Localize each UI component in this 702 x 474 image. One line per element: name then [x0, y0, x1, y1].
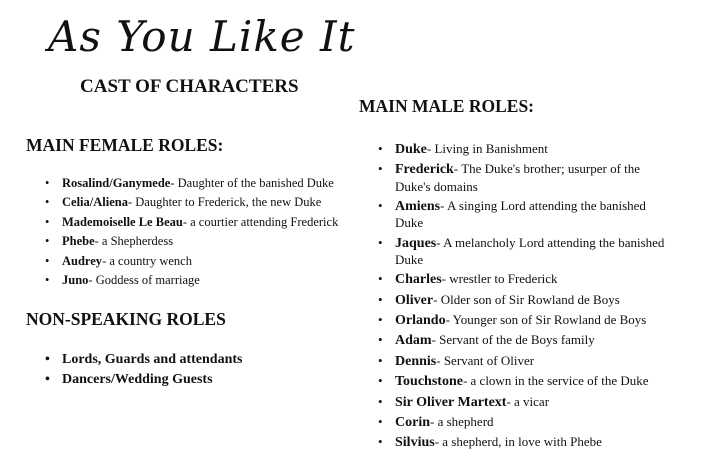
role-name: Amiens — [395, 198, 441, 214]
page-subtitle: CAST OF CHARACTERS — [80, 76, 299, 97]
list-item — [375, 373, 664, 390]
role-description-continued: Duke — [395, 215, 424, 231]
list-item — [375, 141, 664, 158]
role-name: Silvius — [395, 435, 435, 451]
role-description: - Daughter of the banished Duke — [170, 176, 334, 190]
role-description-continued: Duke — [395, 251, 424, 267]
role-description: - Goddess of marriage — [88, 273, 200, 288]
list-item — [375, 394, 664, 411]
role-name: Touchstone — [395, 374, 463, 390]
role-name: Phebe — [62, 234, 95, 249]
nonspeaking-roles-heading: NON-SPEAKING ROLES — [26, 309, 226, 329]
role-description: - The Duke's brother; usurper of the — [453, 161, 641, 177]
role-description: - Older son of Sir Rowland de Boys — [433, 291, 620, 307]
role-name: Frederick — [395, 162, 454, 178]
nonspeaking-roles-list — [42, 350, 243, 389]
role-description: - Living in Banishment — [426, 141, 548, 156]
role-description: - Daughter to Frederick, the new Duke — [127, 195, 322, 210]
role-name: Celia/Aliena — [62, 195, 128, 210]
role-description: - a shepherd, in love with Phebe — [434, 434, 602, 450]
list-item — [375, 332, 664, 349]
list-item — [375, 312, 664, 329]
role-description: - a courtier attending Frederick — [182, 214, 339, 229]
role-name: Sir Oliver Martext — [395, 394, 507, 410]
role-name: Charles — [395, 272, 442, 288]
role-description: - Servant of the de Boys family — [431, 332, 595, 348]
role-name: Duke — [395, 142, 427, 157]
list-item — [375, 235, 664, 268]
list-item — [375, 271, 664, 288]
role-description: - wrestler to Frederick — [441, 271, 558, 287]
female-roles-list — [42, 174, 338, 290]
list-item — [42, 193, 338, 212]
list-item — [375, 434, 664, 451]
list-item — [375, 198, 664, 231]
role-description: - Servant of Oliver — [436, 352, 535, 368]
list-item: • Lords, Guards and attendants — [42, 350, 243, 370]
list-item — [42, 271, 338, 290]
female-roles-heading: MAIN FEMALE ROLES: — [26, 135, 224, 155]
role-name: Jaques — [395, 235, 437, 251]
list-item — [375, 414, 664, 431]
list-item — [42, 252, 338, 271]
male-roles-heading: MAIN MALE ROLES: — [359, 96, 535, 116]
list-item — [375, 161, 664, 194]
role-description: - A melancholy Lord attending the banished — [436, 234, 665, 250]
role-name: Juno — [62, 273, 89, 288]
role-description: - a clown in the service of the Duke — [462, 373, 649, 389]
male-roles-list — [375, 141, 664, 455]
list-item: • Dancers/Wedding Guests — [42, 370, 243, 390]
role-description: - a country wench — [102, 253, 192, 268]
list-item — [42, 174, 338, 193]
role-name: Dennis — [395, 353, 437, 369]
role-name: Adam — [395, 333, 432, 349]
role-description: - A singing Lord attending the banished — [440, 197, 646, 213]
role-name: Audrey — [62, 253, 103, 268]
list-item — [375, 292, 664, 309]
role-description: - a vicar — [506, 393, 550, 409]
page-title: As You Like It — [48, 12, 356, 61]
list-item — [42, 213, 338, 232]
role-description: - a Shepherdess — [94, 234, 174, 249]
role-description: - Younger son of Sir Rowland de Boys — [445, 311, 647, 327]
list-item — [375, 353, 664, 370]
role-name: Corin — [395, 414, 430, 430]
list-item — [42, 232, 338, 251]
role-name: Mademoiselle Le Beau — [62, 214, 183, 229]
role-name: Rosalind/Ganymede — [62, 176, 171, 190]
role-name: Orlando — [395, 312, 446, 328]
role-name: Oliver — [395, 292, 434, 308]
role-description-continued: Duke's domains — [395, 178, 478, 194]
role-description: - a shepherd — [430, 413, 494, 429]
